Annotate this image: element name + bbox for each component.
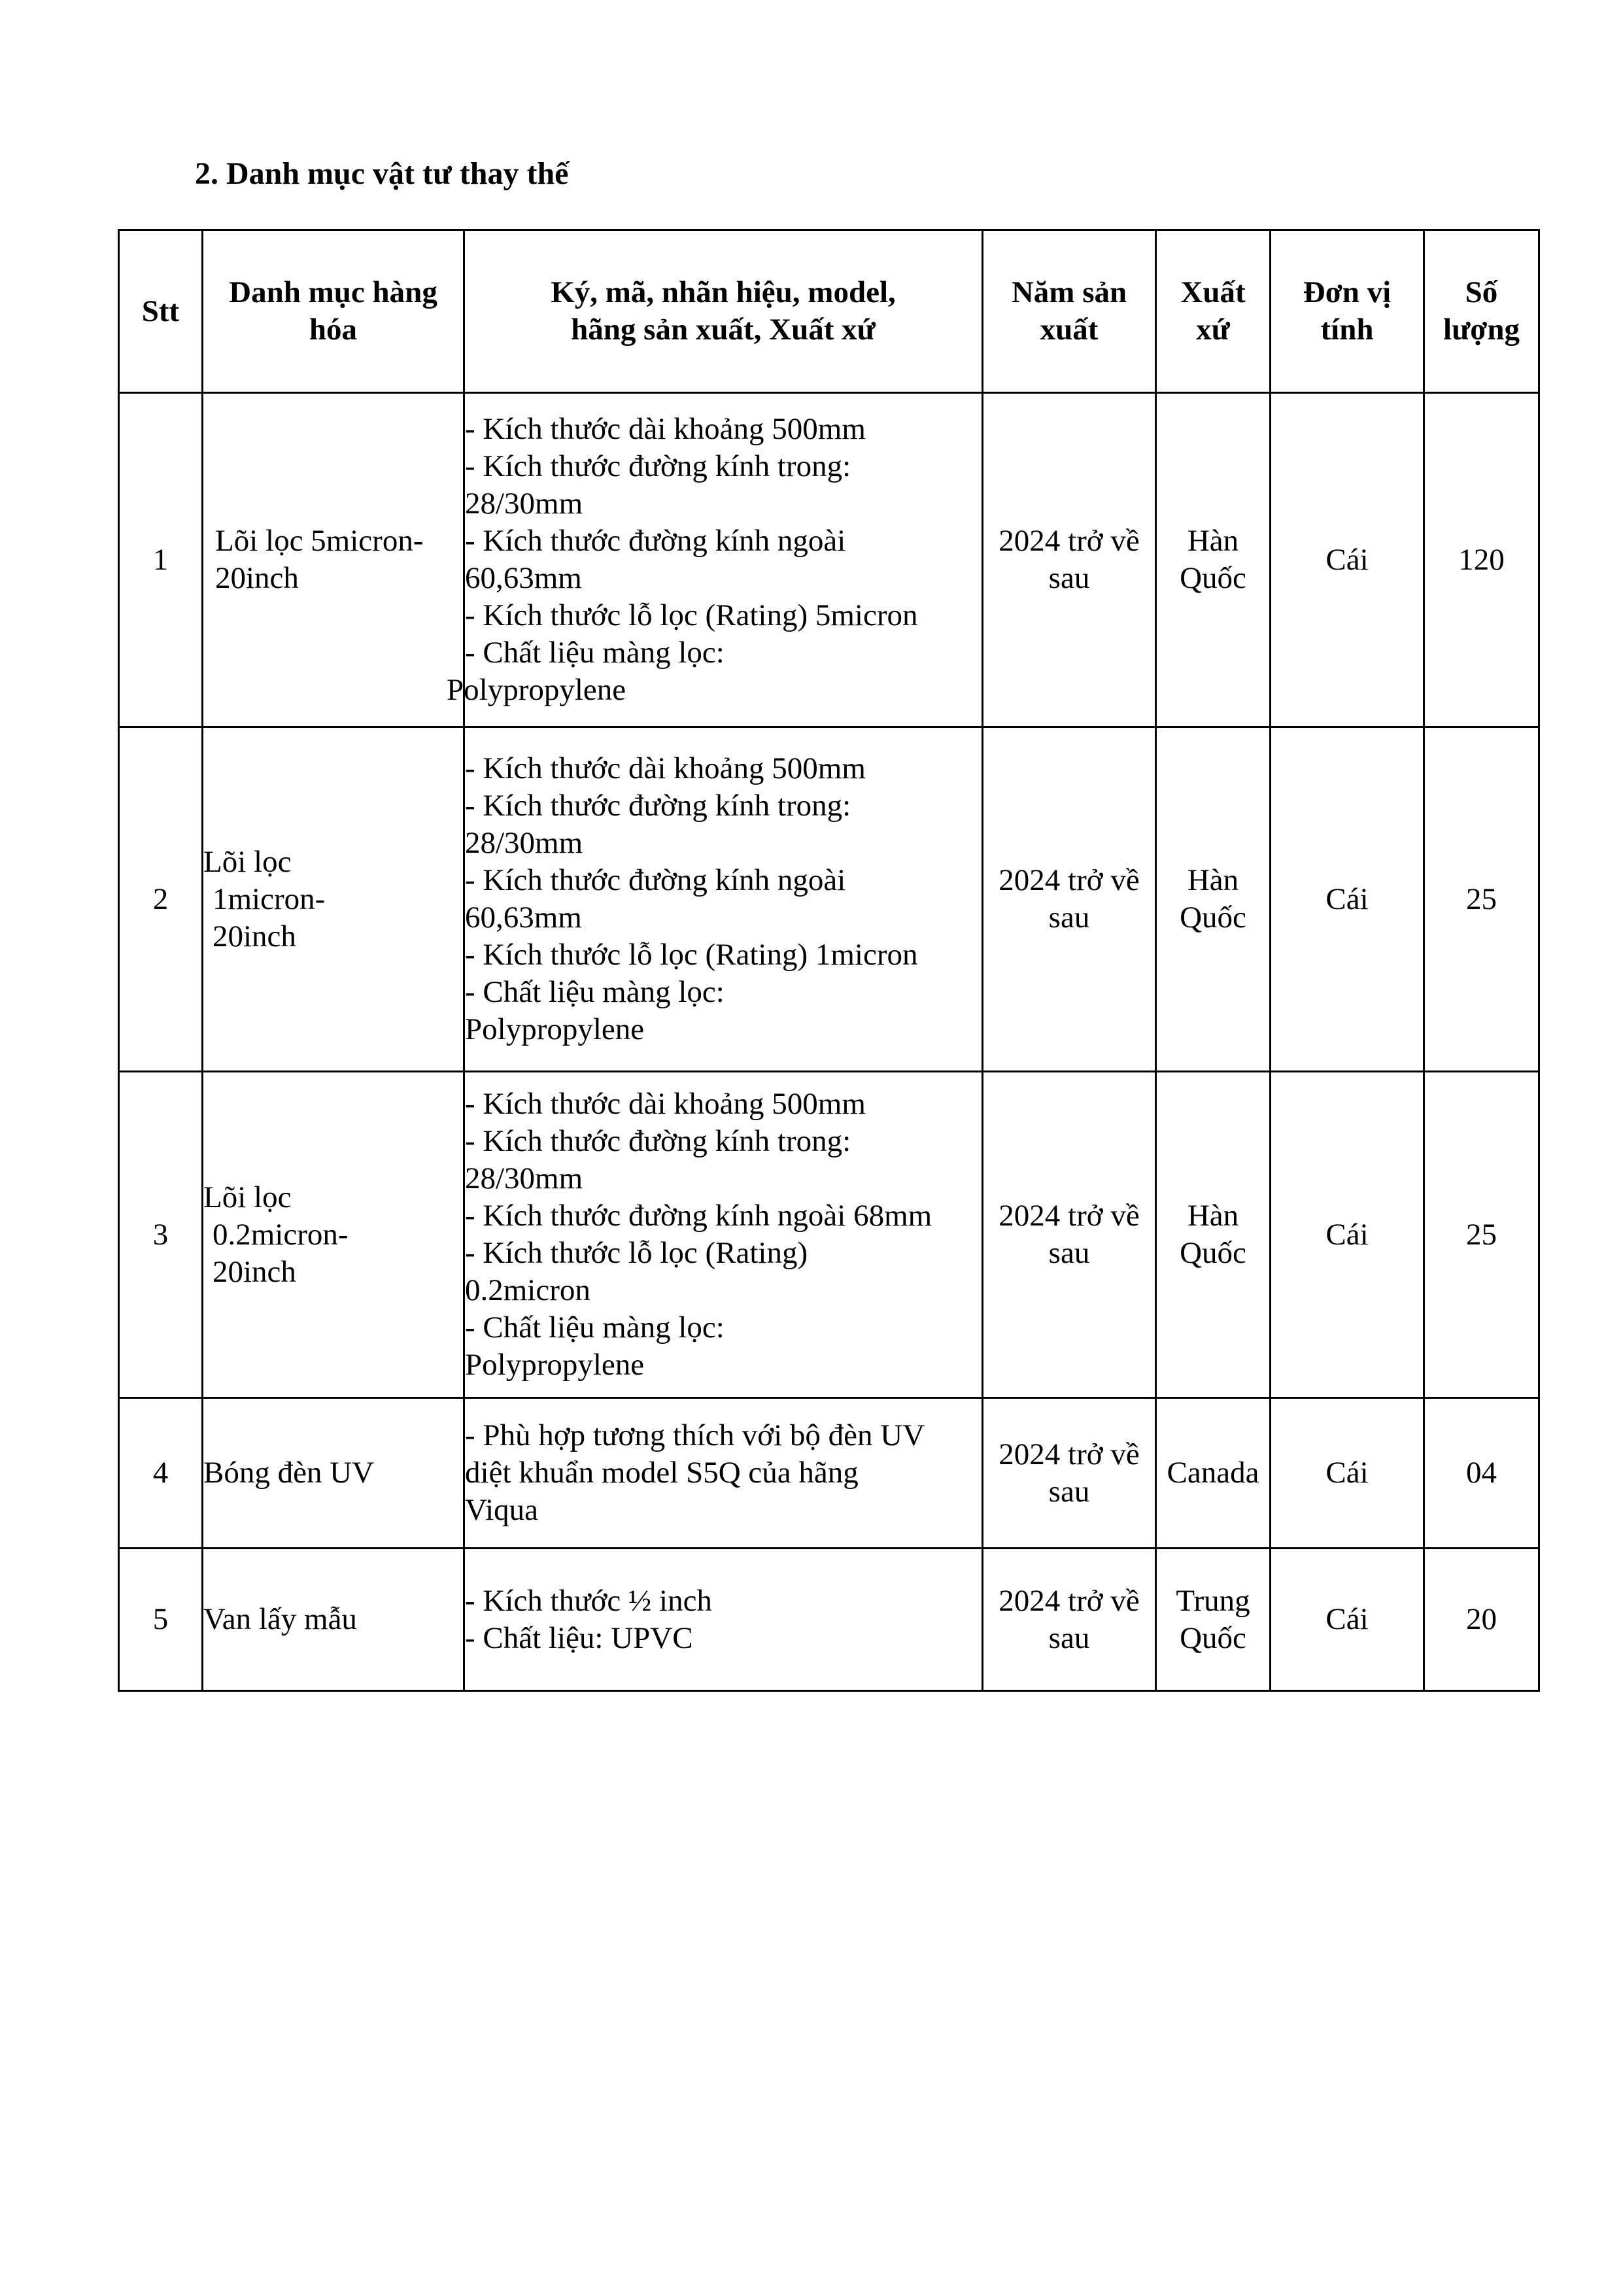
cell-manufacture-year: 2024 trở về sau [983, 393, 1156, 727]
cell-origin: Hàn Quốc [1156, 393, 1271, 727]
cell-stt: 5 [119, 1549, 203, 1691]
cell-origin: Hàn Quốc [1156, 1072, 1271, 1398]
cell-quantity: 120 [1424, 393, 1539, 727]
header-manufacture-year: Năm sản xuất [983, 230, 1156, 393]
cell-item-name: Lõi lọc 1micron- 20inch [203, 727, 464, 1072]
cell-unit: Cái [1271, 1549, 1424, 1691]
cell-manufacture-year: 2024 trở về sau [983, 1549, 1156, 1691]
cell-unit: Cái [1271, 1398, 1424, 1549]
table-row [119, 393, 1539, 727]
cell-item-name: Bóng đèn UV [203, 1398, 464, 1549]
cell-item-name: Lõi lọc 5micron- 20inch [203, 393, 464, 727]
table-row [119, 1549, 1539, 1691]
table-header-row [119, 230, 1539, 393]
header-origin: Xuất xứ [1156, 230, 1271, 393]
cell-origin: Hàn Quốc [1156, 727, 1271, 1072]
cell-origin: Trung Quốc [1156, 1549, 1271, 1691]
cell-stt: 4 [119, 1398, 203, 1549]
cell-specification: - Kích thước dài khoảng 500mm - Kích thước đường kính trong: 28/30mm - Kích thước đường kính ngoài 60,63mm - Kích thước lỗ lọc (Rating) 1micron - Chất liệu màng lọc: Polypropylene [464, 727, 983, 1072]
replacement-supplies-table [118, 229, 1540, 1692]
cell-specification: - Phù hợp tương thích với bộ đèn UV diệt khuẩn model S5Q của hãng Viqua [464, 1398, 983, 1549]
table-row [119, 1398, 1539, 1549]
cell-unit: Cái [1271, 393, 1424, 727]
table-row [119, 1072, 1539, 1398]
cell-manufacture-year: 2024 trở về sau [983, 1398, 1156, 1549]
cell-specification: - Kích thước dài khoảng 500mm - Kích thước đường kính trong: 28/30mm - Kích thước đường kính ngoài 68mm - Kích thước lỗ lọc (Rating) 0.2micron - Chất liệu màng lọc: Polypropylene [464, 1072, 983, 1398]
header-specification: Ký, mã, nhãn hiệu, model, hãng sản xuất, Xuất xứ [464, 230, 983, 393]
cell-unit: Cái [1271, 1072, 1424, 1398]
header-item-name: Danh mục hàng hóa [203, 230, 464, 393]
header-quantity: Số lượng [1424, 230, 1539, 393]
cell-stt: 1 [119, 393, 203, 727]
cell-manufacture-year: 2024 trở về sau [983, 727, 1156, 1072]
cell-quantity: 20 [1424, 1549, 1539, 1691]
cell-quantity: 04 [1424, 1398, 1539, 1549]
cell-item-name: Van lấy mẫu [203, 1549, 464, 1691]
table-row [119, 727, 1539, 1072]
section-heading: 2. Danh mục vật tư thay thế [195, 156, 569, 191]
cell-origin: Canada [1156, 1398, 1271, 1549]
header-stt: Stt [119, 230, 203, 393]
cell-item-name: Lõi lọc 0.2micron- 20inch [203, 1072, 464, 1398]
cell-specification: - Kích thước dài khoảng 500mm - Kích thước đường kính trong: 28/30mm - Kích thước đường kính ngoài 60,63mm - Kích thước lỗ lọc (Rating) 5micron - Chất liệu màng lọc: Polypropylene [464, 393, 983, 727]
cell-stt: 2 [119, 727, 203, 1072]
cell-manufacture-year: 2024 trở về sau [983, 1072, 1156, 1398]
cell-quantity: 25 [1424, 727, 1539, 1072]
cell-stt: 3 [119, 1072, 203, 1398]
header-unit: Đơn vị tính [1271, 230, 1424, 393]
cell-quantity: 25 [1424, 1072, 1539, 1398]
cell-unit: Cái [1271, 727, 1424, 1072]
cell-specification: - Kích thước ½ inch - Chất liệu: UPVC [464, 1549, 983, 1691]
